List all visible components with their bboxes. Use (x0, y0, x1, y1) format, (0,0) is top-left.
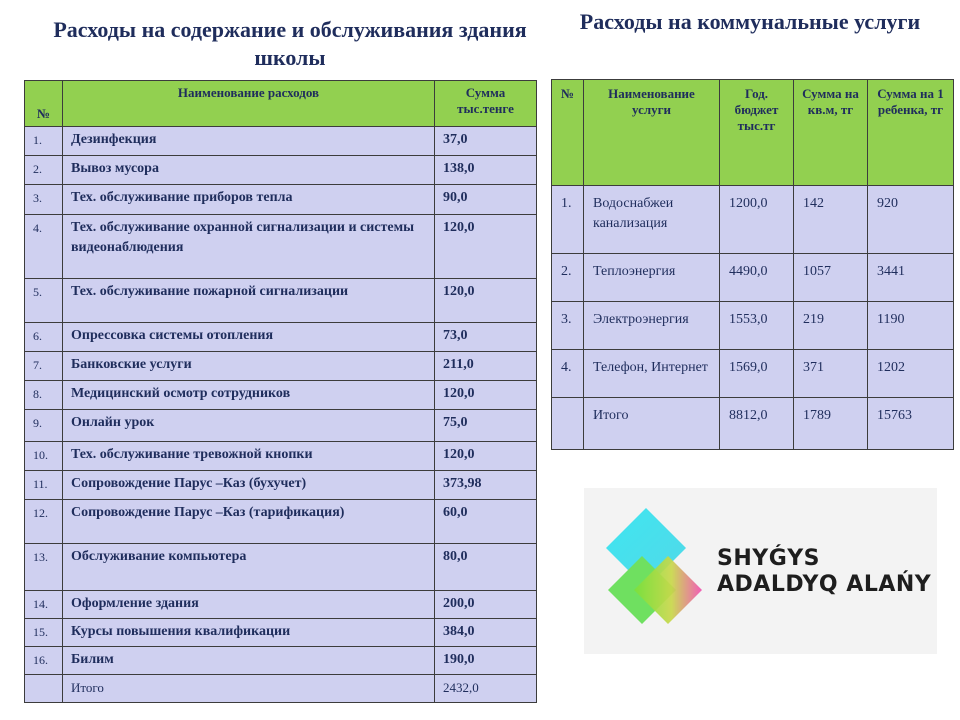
row-sum: 120,0 (435, 381, 537, 410)
table-row (25, 471, 537, 500)
total-per-child: 15763 (868, 398, 954, 450)
total-row (552, 398, 954, 450)
header-sum: Сумма тыс.тенге (435, 81, 537, 127)
logo-text-line2: ADALDYQ ALAŃY (717, 572, 932, 597)
logo-wordmark (717, 546, 931, 598)
total-row (25, 675, 537, 703)
row-per-child: 1202 (868, 350, 954, 398)
table-header-row (25, 81, 537, 127)
row-per-child: 1190 (868, 302, 954, 350)
row-per-sqm: 219 (794, 302, 868, 350)
row-num (25, 675, 63, 703)
row-expense-name: Курсы повышения квалификации (63, 619, 435, 647)
row-num: 5. (25, 279, 63, 323)
table-row (552, 302, 954, 350)
row-budget: 1569,0 (720, 350, 794, 398)
row-expense-name: Банковские услуги (63, 352, 435, 381)
row-sum: 211,0 (435, 352, 537, 381)
header-sum-per-sqm: Сумма на кв.м, тг (794, 80, 868, 186)
school-maintenance-expenses-table (24, 80, 537, 703)
header-annual-budget: Год. бюджет тыс.тг (720, 80, 794, 186)
row-budget: 1553,0 (720, 302, 794, 350)
table-row (25, 410, 537, 442)
row-sum: 37,0 (435, 127, 537, 156)
row-sum: 60,0 (435, 500, 537, 544)
table-row (25, 127, 537, 156)
row-sum: 73,0 (435, 323, 537, 352)
table-row (25, 591, 537, 619)
row-sum: 190,0 (435, 647, 537, 675)
row-num: 12. (25, 500, 63, 544)
row-sum: 120,0 (435, 215, 537, 279)
row-expense-name: Опрессовка системы отопления (63, 323, 435, 352)
row-sum: 384,0 (435, 619, 537, 647)
table-header-row (552, 80, 954, 186)
header-sum-per-child: Сумма на 1 ребенка, тг (868, 80, 954, 186)
table-row (25, 442, 537, 471)
header-num: № (25, 81, 63, 127)
row-num: 15. (25, 619, 63, 647)
row-sum: 75,0 (435, 410, 537, 442)
table-row (25, 156, 537, 185)
total-label: Итого (63, 675, 435, 703)
row-expense-name: Дезинфекция (63, 127, 435, 156)
row-expense-name: Обслуживание компьютера (63, 544, 435, 591)
table-row (25, 619, 537, 647)
table-row (25, 279, 537, 323)
row-num: 3. (552, 302, 584, 350)
header-num: № (552, 80, 584, 186)
total-budget: 8812,0 (720, 398, 794, 450)
row-sum: 200,0 (435, 591, 537, 619)
row-expense-name: Онлайн урок (63, 410, 435, 442)
utilities-expenses-table (551, 79, 954, 450)
row-expense-name: Тех. обслуживание тревожной кнопки (63, 442, 435, 471)
row-budget: 1200,0 (720, 186, 794, 254)
table-row (552, 254, 954, 302)
row-num: 7. (25, 352, 63, 381)
row-sum: 120,0 (435, 442, 537, 471)
total-label: Итого (584, 398, 720, 450)
row-service-name: Телефон, Интернет (584, 350, 720, 398)
row-num: 16. (25, 647, 63, 675)
row-sum: 80,0 (435, 544, 537, 591)
row-expense-name: Медицинский осмотр сотрудников (63, 381, 435, 410)
row-service-name: Водоснабжеи канализация (584, 186, 720, 254)
row-sum: 120,0 (435, 279, 537, 323)
row-num: 4. (25, 215, 63, 279)
row-num: 3. (25, 185, 63, 215)
row-per-sqm: 1057 (794, 254, 868, 302)
row-expense-name: Тех. обслуживание пожарной сигнализации (63, 279, 435, 323)
row-num: 10. (25, 442, 63, 471)
table-row (25, 352, 537, 381)
row-budget: 4490,0 (720, 254, 794, 302)
row-num: 6. (25, 323, 63, 352)
right-table-title: Расходы на коммунальные услуги (579, 9, 921, 34)
row-num (552, 398, 584, 450)
logo-mark-icon (598, 504, 710, 636)
row-per-sqm: 371 (794, 350, 868, 398)
row-num: 1. (25, 127, 63, 156)
row-sum: 138,0 (435, 156, 537, 185)
row-expense-name: Вывоз мусора (63, 156, 435, 185)
row-num: 9. (25, 410, 63, 442)
row-sum: 90,0 (435, 185, 537, 215)
total-per-sqm: 1789 (794, 398, 868, 450)
row-service-name: Теплоэнергия (584, 254, 720, 302)
logo-text-line1: SHYǴYS (717, 546, 821, 571)
row-per-child: 3441 (868, 254, 954, 302)
row-service-name: Электроэнергия (584, 302, 720, 350)
row-expense-name: Тех. обслуживание охранной сигнализации и системы видеонаблюдения (63, 215, 435, 279)
logo-panel (584, 488, 937, 654)
row-expense-name: Билим (63, 647, 435, 675)
header-expense-name: Наименование расходов (63, 81, 435, 127)
table-row (25, 323, 537, 352)
row-per-sqm: 142 (794, 186, 868, 254)
row-sum: 373,98 (435, 471, 537, 500)
row-expense-name: Сопровождение Парус –Каз (бухучет) (63, 471, 435, 500)
table-row (25, 185, 537, 215)
row-num: 11. (25, 471, 63, 500)
row-expense-name: Тех. обслуживание приборов тепла (63, 185, 435, 215)
row-num: 4. (552, 350, 584, 398)
row-expense-name: Оформление здания (63, 591, 435, 619)
table-row (25, 500, 537, 544)
row-num: 13. (25, 544, 63, 591)
row-num: 2. (552, 254, 584, 302)
table-row (25, 381, 537, 410)
header-service-name: Наименование услуги (584, 80, 720, 186)
table-row (552, 186, 954, 254)
row-num: 8. (25, 381, 63, 410)
table-row (25, 544, 537, 591)
table-row (25, 647, 537, 675)
table-row (25, 215, 537, 279)
table-row (552, 350, 954, 398)
row-num: 1. (552, 186, 584, 254)
left-table-title: Расходы на содержание и обслуживания здания школы (53, 17, 527, 70)
row-num: 2. (25, 156, 63, 185)
row-num: 14. (25, 591, 63, 619)
total-sum: 2432,0 (435, 675, 537, 703)
row-per-child: 920 (868, 186, 954, 254)
row-expense-name: Сопровождение Парус –Каз (тарификация) (63, 500, 435, 544)
